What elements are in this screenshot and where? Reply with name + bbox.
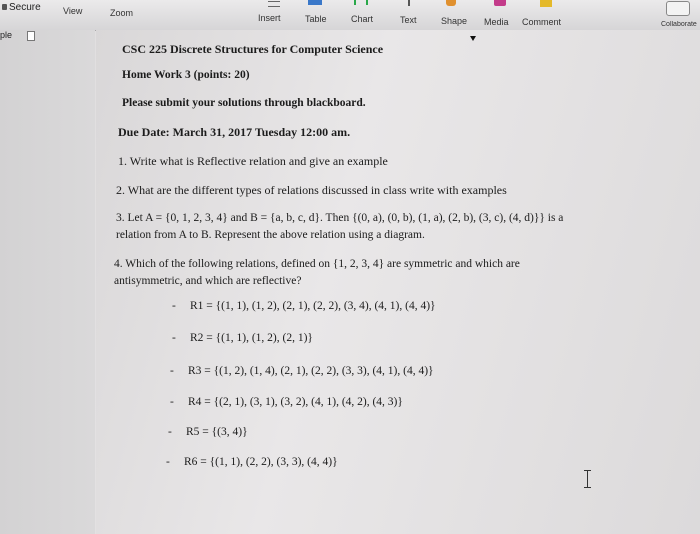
lock-icon [2,4,7,10]
table-icon [308,0,322,5]
relation-bullet: - [170,396,174,408]
relation-bullet: - [168,426,172,438]
question-1: 1. Write what is Reflective relation and give an example [118,154,388,168]
collaborate-icon[interactable] [666,1,690,16]
text-cursor-icon [584,470,591,488]
relation-r2-text: R2 = {(1, 1), (1, 2), (2, 1)} [190,332,313,344]
media-button[interactable]: Media [484,17,509,27]
question-3-line2: relation from A to B. Represent the above relation using a diagram. [116,229,425,241]
sidebar [0,30,95,534]
relation-r4-text: R4 = {(2, 1), (3, 1), (3, 2), (4, 1), (4, 2), (4, 3)} [188,396,403,408]
question-2: 2. What are the different types of relations discussed in class write with examples [116,183,507,197]
submit-note: Please submit your solutions through blackboard. [122,97,366,109]
question-3-line1: 3. Let A = {0, 1, 2, 3, 4} and B = {a, b, c, d}. Then {(0, a), (0, b), (1, a), (2, b), (3, c), (4, d)}} is a [116,212,564,224]
relation-bullet: - [170,365,174,377]
sidebar-doc-label[interactable]: ple [0,30,13,40]
document-icon [27,31,35,41]
text-icon [408,0,410,6]
relation-r3-text: R3 = {(1, 2), (1, 4), (2, 1), (2, 2), (3, 3), (4, 1), (4, 4)} [188,365,434,377]
relation-bullet: - [166,456,170,468]
toolbar [0,0,700,31]
cursor-marker-icon [470,36,476,41]
table-button[interactable]: Table [305,14,327,24]
relation-r5-text: R5 = {(3, 4)} [186,426,248,438]
relation-bullet: - [172,332,176,344]
chart-button[interactable]: Chart [351,14,374,24]
text-button[interactable]: Text [400,15,417,25]
relation-bullet: - [172,300,176,312]
due-date: Due Date: March 31, 2017 Tuesday 12:00 am. [118,125,351,139]
view-button[interactable]: View [63,6,83,16]
media-icon [494,0,506,6]
relation-r6-text: R6 = {(1, 1), (2, 2), (3, 3), (4, 4)} [184,456,338,468]
secure-label[interactable]: Secure [9,2,41,13]
question-4-line1: 4. Which of the following relations, defined on {1, 2, 3, 4} are symmetric and which are [114,258,520,270]
shape-icon [446,0,456,6]
comment-icon [540,0,552,7]
question-4-line2: antisymmetric, and which are reflective? [114,275,302,287]
collaborate-label[interactable]: Collaborate [661,21,697,28]
course-title: CSC 225 Discrete Structures for Computer Science [122,42,384,56]
zoom-button[interactable]: Zoom [110,8,134,18]
insert-icon [268,1,280,7]
comment-button[interactable]: Comment [522,17,562,27]
insert-button[interactable]: Insert [258,13,281,23]
relation-r1-text: R1 = {(1, 1), (1, 2), (2, 1), (2, 2), (3, 4), (4, 1), (4, 4)} [190,300,436,312]
homework-title: Home Work 3 (points: 20) [122,69,250,81]
shape-button[interactable]: Shape [441,16,468,26]
document-page[interactable] [96,30,700,534]
chart-icon [354,0,368,5]
